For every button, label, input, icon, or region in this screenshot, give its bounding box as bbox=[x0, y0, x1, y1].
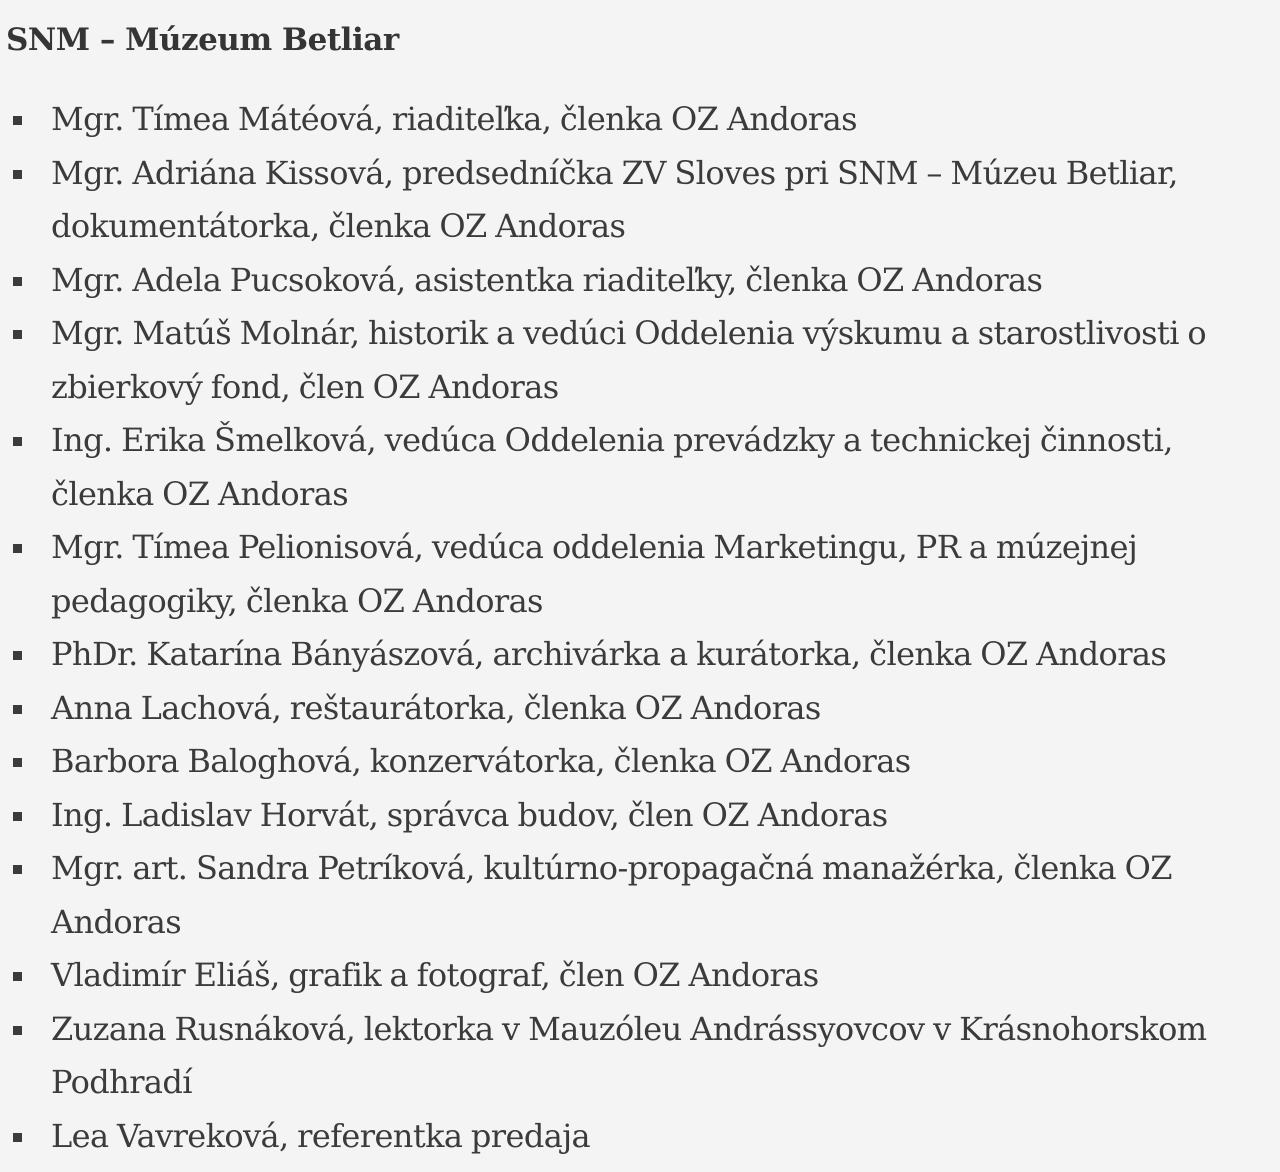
list-item-text: PhDr. Katarína Bányászová, archivárka a kurátorka, členka OZ Andoras bbox=[51, 635, 1167, 673]
list-item bbox=[6, 93, 1274, 147]
list-item-text: Mgr. Matúš Molnár, historik a vedúci Oddelenia výskumu a starostlivosti o zbierkový fond, člen OZ Andoras bbox=[51, 314, 1207, 406]
list-item-text: Ing. Erika Šmelková, vedúca Oddelenia prevádzky a technickej činnosti, členka OZ Andoras bbox=[51, 421, 1173, 513]
bullet-icon bbox=[13, 865, 22, 874]
bullet-icon bbox=[13, 972, 22, 981]
section-heading: SNM – Múzeum Betliar bbox=[6, 22, 399, 58]
list-item bbox=[6, 1110, 1274, 1164]
list-item bbox=[6, 307, 1274, 414]
bullet-icon bbox=[13, 277, 22, 286]
list-item bbox=[6, 147, 1274, 254]
bullet-icon bbox=[13, 1026, 22, 1035]
bullet-icon bbox=[13, 651, 22, 660]
list-item-text: Vladimír Eliáš, grafik a fotograf, člen OZ Andoras bbox=[51, 956, 819, 994]
staff-list bbox=[6, 93, 1274, 1163]
list-item-text: Barbora Baloghová, konzervátorka, členka OZ Andoras bbox=[51, 742, 911, 780]
list-item bbox=[6, 789, 1274, 843]
list-item bbox=[6, 628, 1274, 682]
list-item bbox=[6, 842, 1274, 949]
bullet-icon bbox=[13, 170, 22, 179]
list-item-text: Anna Lachová, reštaurátorka, členka OZ Andoras bbox=[51, 688, 821, 727]
list-item-text: Ing. Ladislav Horvát, správca budov, člen OZ Andoras bbox=[51, 795, 888, 834]
list-item-text: Mgr. Tímea Pelionisová, vedúca oddelenia Marketingu, PR a múzejnej pedagogiky, členka OZ Andoras bbox=[51, 528, 1138, 620]
list-item-text: Zuzana Rusnáková, lektorka v Mauzóleu Andrássyovcov v Krásnohorskom Podhradí bbox=[51, 1009, 1207, 1101]
list-item-text: Mgr. Adela Pucsoková, asistentka riaditeľky, členka OZ Andoras bbox=[51, 260, 1043, 299]
bullet-icon bbox=[13, 1133, 22, 1142]
list-item bbox=[6, 254, 1274, 308]
list-item bbox=[6, 521, 1274, 628]
content-section bbox=[6, 18, 1274, 1163]
list-item bbox=[6, 949, 1274, 1003]
bullet-icon bbox=[13, 758, 22, 767]
list-item bbox=[6, 1003, 1274, 1110]
list-item bbox=[6, 414, 1274, 521]
bullet-icon bbox=[13, 330, 22, 339]
list-item bbox=[6, 682, 1274, 736]
list-item-text: Mgr. Adriána Kissová, predsedníčka ZV Sloves pri SNM – Múzeu Betliar, dokumentátorka, členka OZ Andoras bbox=[51, 153, 1178, 245]
bullet-icon bbox=[13, 544, 22, 553]
list-item bbox=[6, 735, 1274, 789]
bullet-icon bbox=[13, 116, 22, 125]
bullet-icon bbox=[13, 437, 22, 446]
list-item-text: Mgr. art. Sandra Petríková, kultúrno-propagačná manažérka, členka OZ Andoras bbox=[51, 849, 1172, 941]
bullet-icon bbox=[13, 812, 22, 821]
list-item-text: Lea Vavreková, referentka predaja bbox=[51, 1116, 590, 1155]
bullet-icon bbox=[13, 705, 22, 714]
list-item-text: Mgr. Tímea Mátéová, riaditeľka, členka OZ Andoras bbox=[51, 100, 857, 138]
